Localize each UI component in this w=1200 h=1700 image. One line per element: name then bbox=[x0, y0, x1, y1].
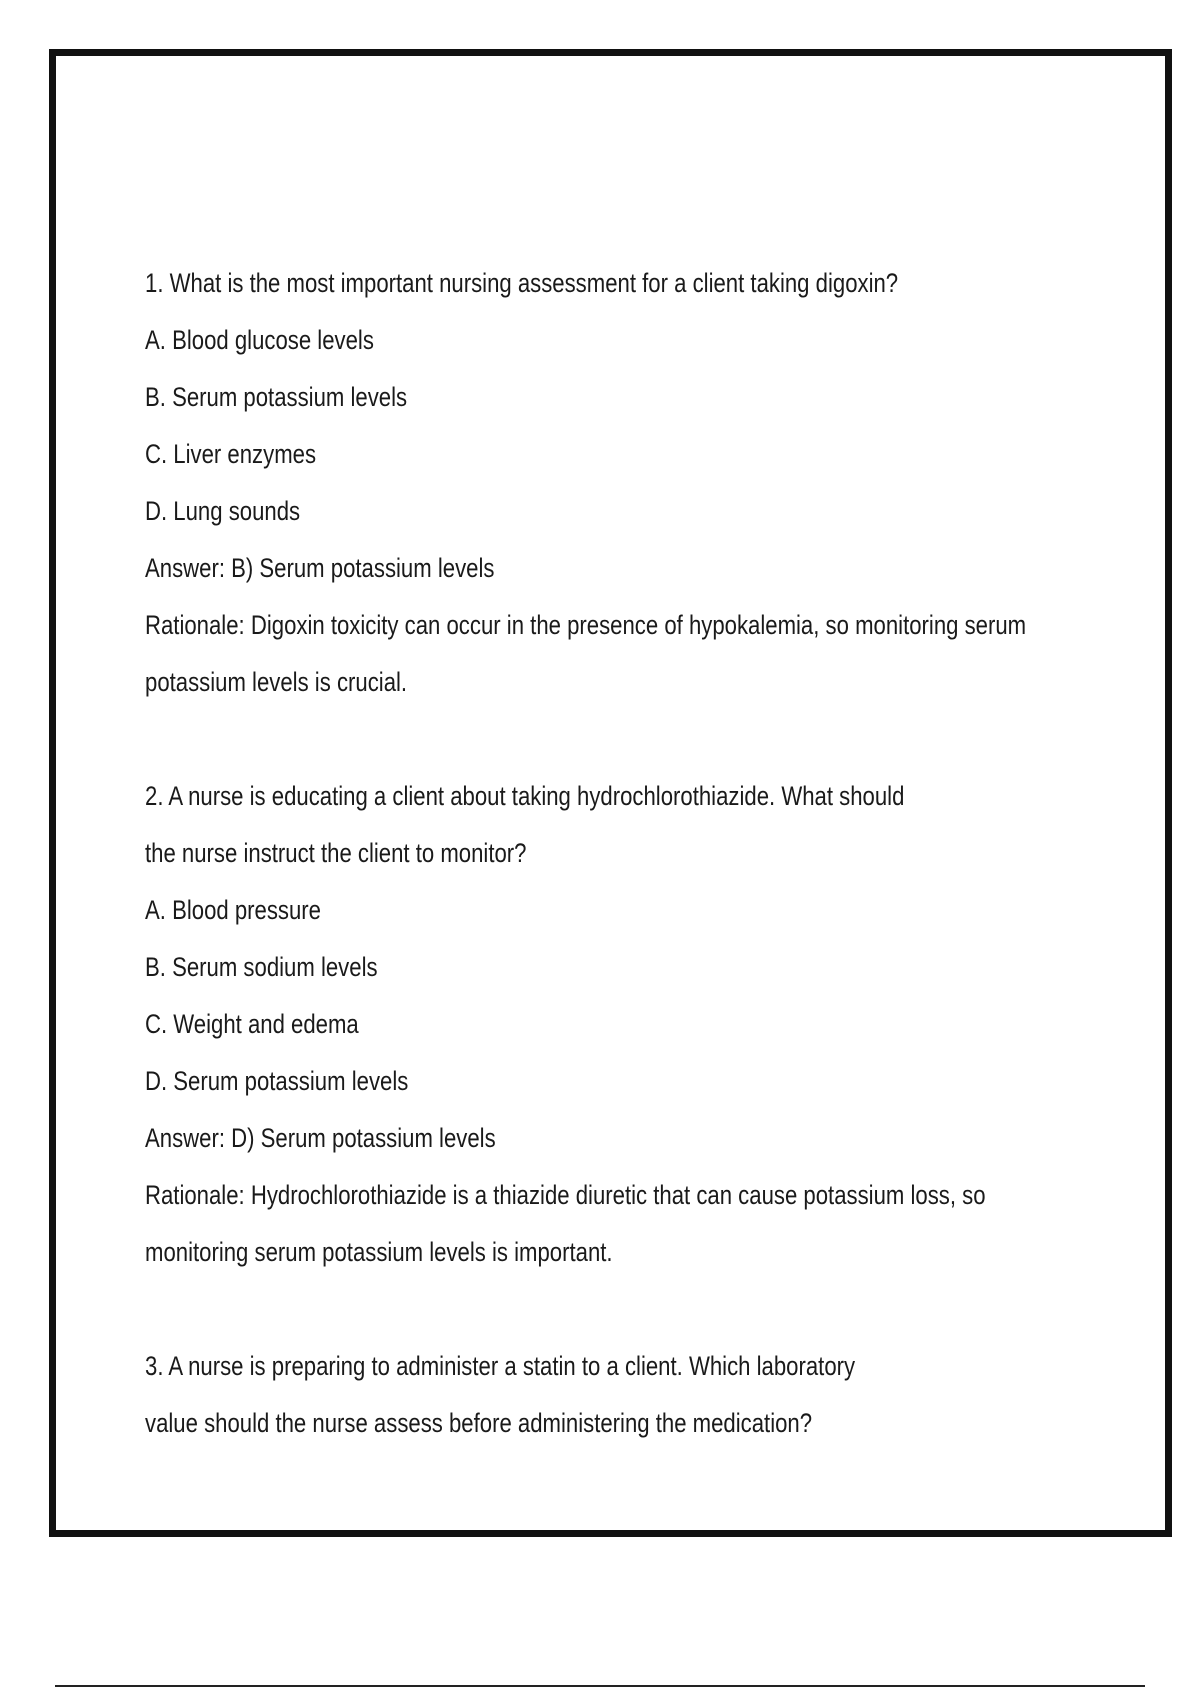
question-list bbox=[145, 255, 1095, 1452]
answer-text: Answer: B) Serum potassium levels bbox=[145, 553, 495, 583]
question-text: 3. A nurse is preparing to administer a statin to a client. Which laboratory bbox=[145, 1351, 856, 1381]
question-text: value should the nurse assess before administering the medication? bbox=[145, 1408, 813, 1438]
option-d: D. Lung sounds bbox=[145, 496, 301, 526]
answer-text: Answer: D) Serum potassium levels bbox=[145, 1123, 496, 1153]
question-text: 1. What is the most important nursing assessment for a client taking digoxin? bbox=[145, 268, 899, 298]
question-block-2 bbox=[145, 768, 1095, 1281]
option-a: A. Blood glucose levels bbox=[145, 325, 374, 355]
rationale-text: monitoring serum potassium levels is important. bbox=[145, 1237, 613, 1267]
option-c: C. Weight and edema bbox=[145, 1009, 359, 1039]
option-b: B. Serum potassium levels bbox=[145, 382, 408, 412]
option-b: B. Serum sodium levels bbox=[145, 952, 378, 982]
rationale-text: Rationale: Digoxin toxicity can occur in the presence of hypokalemia, so monitoring serum bbox=[145, 610, 1027, 640]
option-c: C. Liver enzymes bbox=[145, 439, 317, 469]
rationale-text: Rationale: Hydrochlorothiazide is a thiazide diuretic that can cause potassium loss, so bbox=[145, 1180, 986, 1210]
question-text: the nurse instruct the client to monitor? bbox=[145, 838, 527, 868]
option-d: D. Serum potassium levels bbox=[145, 1066, 409, 1096]
option-a: A. Blood pressure bbox=[145, 895, 321, 925]
question-text: 2. A nurse is educating a client about taking hydrochlorothiazide. What should bbox=[145, 781, 905, 811]
question-block-1 bbox=[145, 255, 1095, 711]
rationale-text: potassium levels is crucial. bbox=[145, 667, 408, 697]
question-block-3 bbox=[145, 1338, 1095, 1452]
bottom-divider bbox=[55, 1685, 1145, 1687]
